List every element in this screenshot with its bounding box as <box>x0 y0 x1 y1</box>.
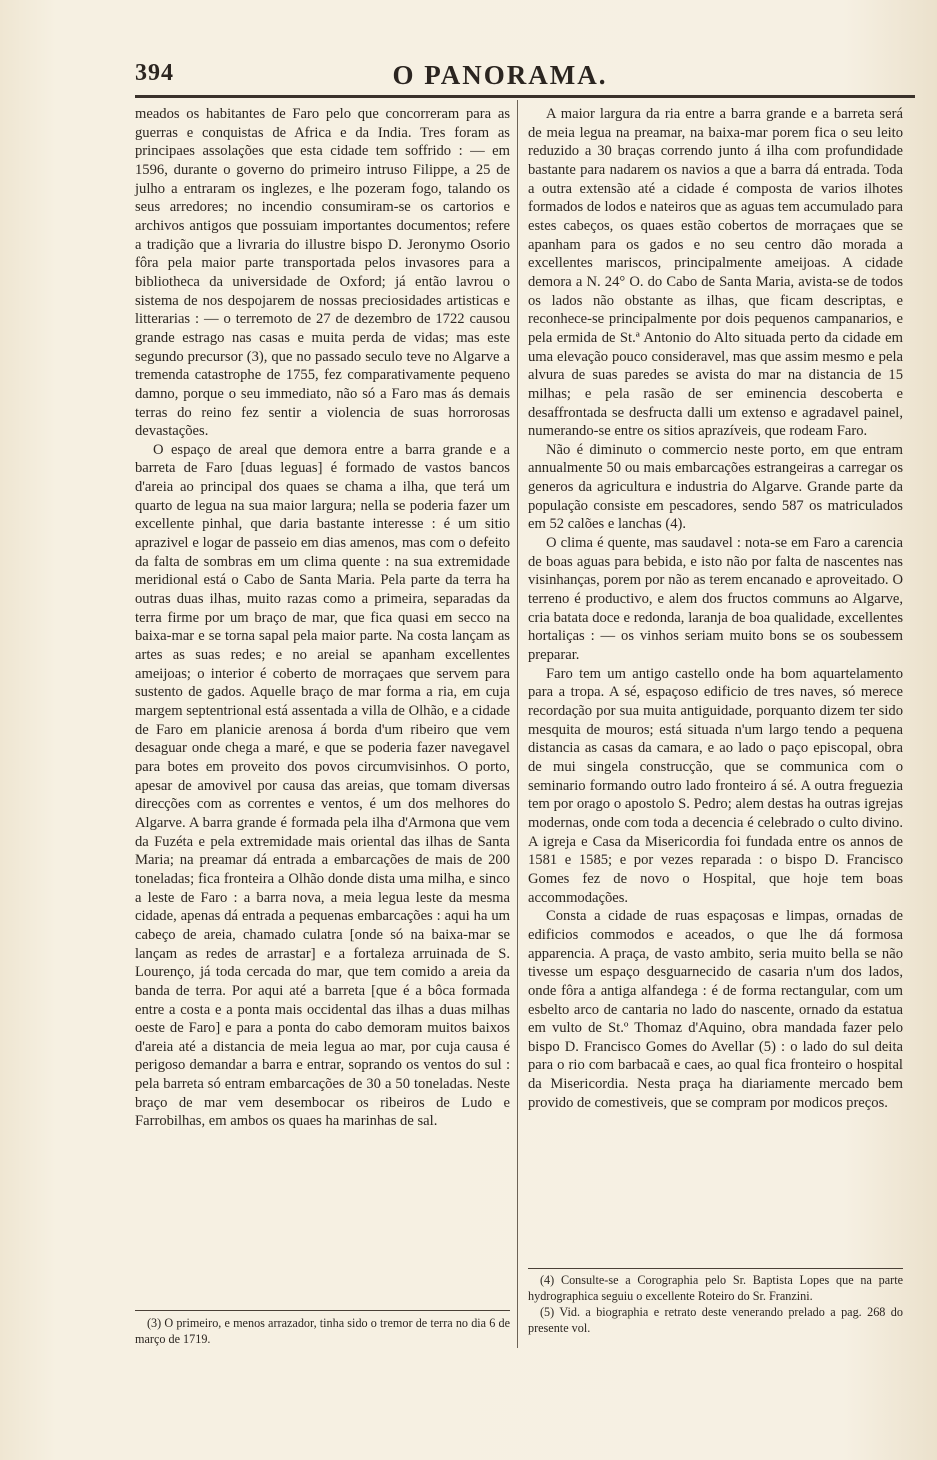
header-rule <box>135 95 915 98</box>
paragraph: Consta a cidade de ruas espaçosas e limpas, ornadas de edificios commodos e aceados, o que lhe dá formosa apparencia. A praça, de vasto ambito, seria muito bella se não tivesse um espaço desguarnecido de casaria n'um dos lados, onde fôra a antiga alfandega : é de forma rectangular, com um esbelto arco de cantaria no lado do nascente, ornado da estatua em vulto de St.º Thomaz d'Aquino, obra mandada fazer pelo bispo D. Francisco Gomes do Avellar (5) : o lado do sul deita para o rio com barbacaã e caes, ao qual fica fronteiro o hospital da Misericordia. Nesta praça ha diariamente mercado bem provido de comestiveis, que se compram por modicos preços. <box>528 908 903 1111</box>
right-footnotes <box>528 1272 903 1336</box>
column-divider <box>517 100 518 1348</box>
footnote-rule <box>528 1268 903 1269</box>
paragraph: O clima é quente, mas saudavel : nota-se em Faro a carencia de boas aguas para bebida, e isto não por falta de nascentes nas visinhanças, porem por não as terem encanado e aproveitado. O terreno é productivo, e alem dos fructos communs ao Algarve, cria batata doce e redonda, laranja de boa qualidade, excellentes hortaliças : — os vinhos seriam muito bons se os soubessem preparar. <box>528 535 903 664</box>
footnote: (3) O primeiro, e menos arrazador, tinha sido o tremor de terra no dia 6 de março de 1719. <box>135 1316 510 1346</box>
left-footnotes <box>135 1315 510 1347</box>
footnote: (5) Vid. a biographia e retrato deste venerando prelado a pag. 268 do presente vol. <box>528 1305 903 1335</box>
paragraph: Não é diminuto o commercio neste porto, em que entram annualmente 50 ou mais embarcações estrangeiras a carregar os generos da agricultura e industria do Algarve. Grande parte da população consiste em pescadores, sendo 587 os matriculados em 52 calões e lanchas (4). <box>528 441 903 533</box>
page-number: 394 <box>135 60 174 86</box>
journal-title: O PANORAMA. <box>392 60 608 90</box>
paragraph: O espaço de areal que demora entre a barra grande e a barreta de Faro [duas leguas] é formado de vastos bancos d'areia ao principal dos quaes se chama a ilha, que terá um quarto de legua na sua maior largura; nella se poderia fazer um excellente pinhal, que daria bastante interesse : é um sitio aprazivel e logar de passeio em dias amenos, mas com o defeito da falta de sombras em um clima quente : na sua extremidade meridional está o Cabo de Santa Maria. Pela parte da terra ha outras duas ilhas, muito razas como a primeira, separadas da terra firme por um braço de mar, que fica quasi em secco na baixa-mar e se torna sapal pela maior parte. Na costa lançam as artes as suas redes; e no areial se apanham excellentes ameijoas; o interior é coberto de morraçaes que servem para sustento de gados. Aquelle braço de mar forma a ria, em cuja margem septentrional está assentada a villa de Olhão, e a cidade de Faro em planicie arenosa á borda d'um ribeiro que vem desaguar onde chega a maré, e que se poderia fazer navegavel para botes em proveito dos povos circumvisinhos. O porto, apesar de amovivel por causa das areias, que tomam diversas direcções com as correntes e ventos, é um dos melhores do Algarve. A barra grande é formada pela ilha d'Armona que vem da Fuzéta e pela extremidade mais oriental das ilhas de Santa Maria; na preamar dá entrada a embarcações de mais de 200 toneladas; fica fronteira a Olhão donde dista uma milha, e sinco a leste de Faro : a barra nova, a meia legua leste da mesma cidade, apenas dá entrada a pequenas embarcações : aqui ha um cabeço de areia, chamado culatra [onde só na baixa-mar se lançam as redes de arrastar] e a fortaleza arruinada de S. Lourenço, já toda cercada do mar, que tem comido a areia da banda de terra. Por aqui até a barreta [que é a bôca formada entre a costa e a ponta mais occidental das ilhas a duas milhas oeste de Faro] e para a ponta do cabo demoram muitos baixos d'areia até a distancia de meia legua ao mar, por cuja causa é perigoso demandar a barra e entrar, soprando os ventos do sul : pela barreta só entram embarcações de 30 a 50 toneladas. Neste braço de mar vem desembocar os ribeiros de Ludo e Farrobilhas, em ambos os quaes ha marinhas de sal. <box>135 441 510 1130</box>
right-column <box>528 105 903 1112</box>
page-header <box>135 58 915 92</box>
paragraph: meados os habitantes de Faro pelo que concorreram para as guerras e conquistas de Africa e da India. Tres foram as principaes assolações que esta cidade tem soffrido : — em 1596, durante o governo do primeiro intruso Filippe, a 25 de julho a entraram os inglezes, e lhe pozeram fogo, talando os seus arredores; no incendio consumiram-se os cartorios e archivos antigos que possuiam importantes documentos; refere a tradição que a livraria do illustre bispo D. Jeronymo Osorio fôra pela maior parte transportada pelos invasores para a bibliotheca da universidade de Oxford; já então lavrou o sistema de nos despojarem de nossas preciosidades artisticas e litterarias : — o terremoto de 27 de dezembro de 1722 causou grande estrago nas casas e muita perda de vidas; mas este segundo precursor (3), que no passado seculo teve no Algarve a tremenda catastrophe de 1755, fez comparativamente pequeno damno, porque o seu immediato, não só a Faro mas ás demais terras do reino fez sentir a violencia de suas horrorosas devastações. <box>135 106 510 440</box>
paragraph: A maior largura da ria entre a barra grande e a barreta será de meia legua na preamar, na baixa-mar porem fica o seu leito reduzido a 30 braças correndo junto á ilha com profundidade bastante para nadarem os navios a que a barra dá entrada. Toda a outra extensão até a cidade é composta de varios ilhotes formados de lodos e nateiros que as aguas tem accumulado para estes cabeços, os quaes estão cobertos de morraçaes que se apanham para os gados e no seu centro dão morada a excellentes mariscos, principalmente ameijoas. A cidade demora a N. 24° O. do Cabo de Santa Maria, avista-se de todos os lados não obstante as ilhas, que ficam descriptas, e reconhece-se principalmente por dois pequenos campanarios, e pela ermida de St.ª Antonio do Alto situada perto da cidade em uma elevação pouco consideravel, mas que assim mesmo e pela alvura de suas paredes se avista do mar na distancia de 15 milhas; e pela rasão de ser eminencia descoberta e desaffrontada se desfructa dalli um extenso e agradavel painel, numerando-se entre os sitios aprazíveis, que rodeam Faro. <box>528 106 903 440</box>
left-column <box>135 105 510 1131</box>
footnote: (4) Consulte-se a Corographia pelo Sr. Baptista Lopes que na parte hydrographica seguiu o excellente Roteiro do Sr. Franzini. <box>528 1273 903 1303</box>
paragraph: Faro tem um antigo castello onde ha bom aquartelamento para a tropa. A sé, espaçoso edificio de tres naves, só merece recordação por sua muita antiguidade, porquanto dizem ter sido mesquita de mouros; está situada n'um largo tendo a pequena distancia as casas da camara, e ao lado o paço episcopal, obra de mui singela construcção, que se communica com o seminario formando outro lado fronteiro á sé. A outra freguezia tem por orago o apostolo S. Pedro; alem destas ha outras igrejas modernas, onde com toda a decencia é celebrado o culto divino. A igreja e Casa da Misericordia foi fundada entre os annos de 1581 e 1585; e por vezes reparada : o bispo D. Francisco Gomes fez de novo o Hospital, que hoje tem boas accommodações. <box>528 665 903 906</box>
footnote-rule <box>135 1310 510 1311</box>
